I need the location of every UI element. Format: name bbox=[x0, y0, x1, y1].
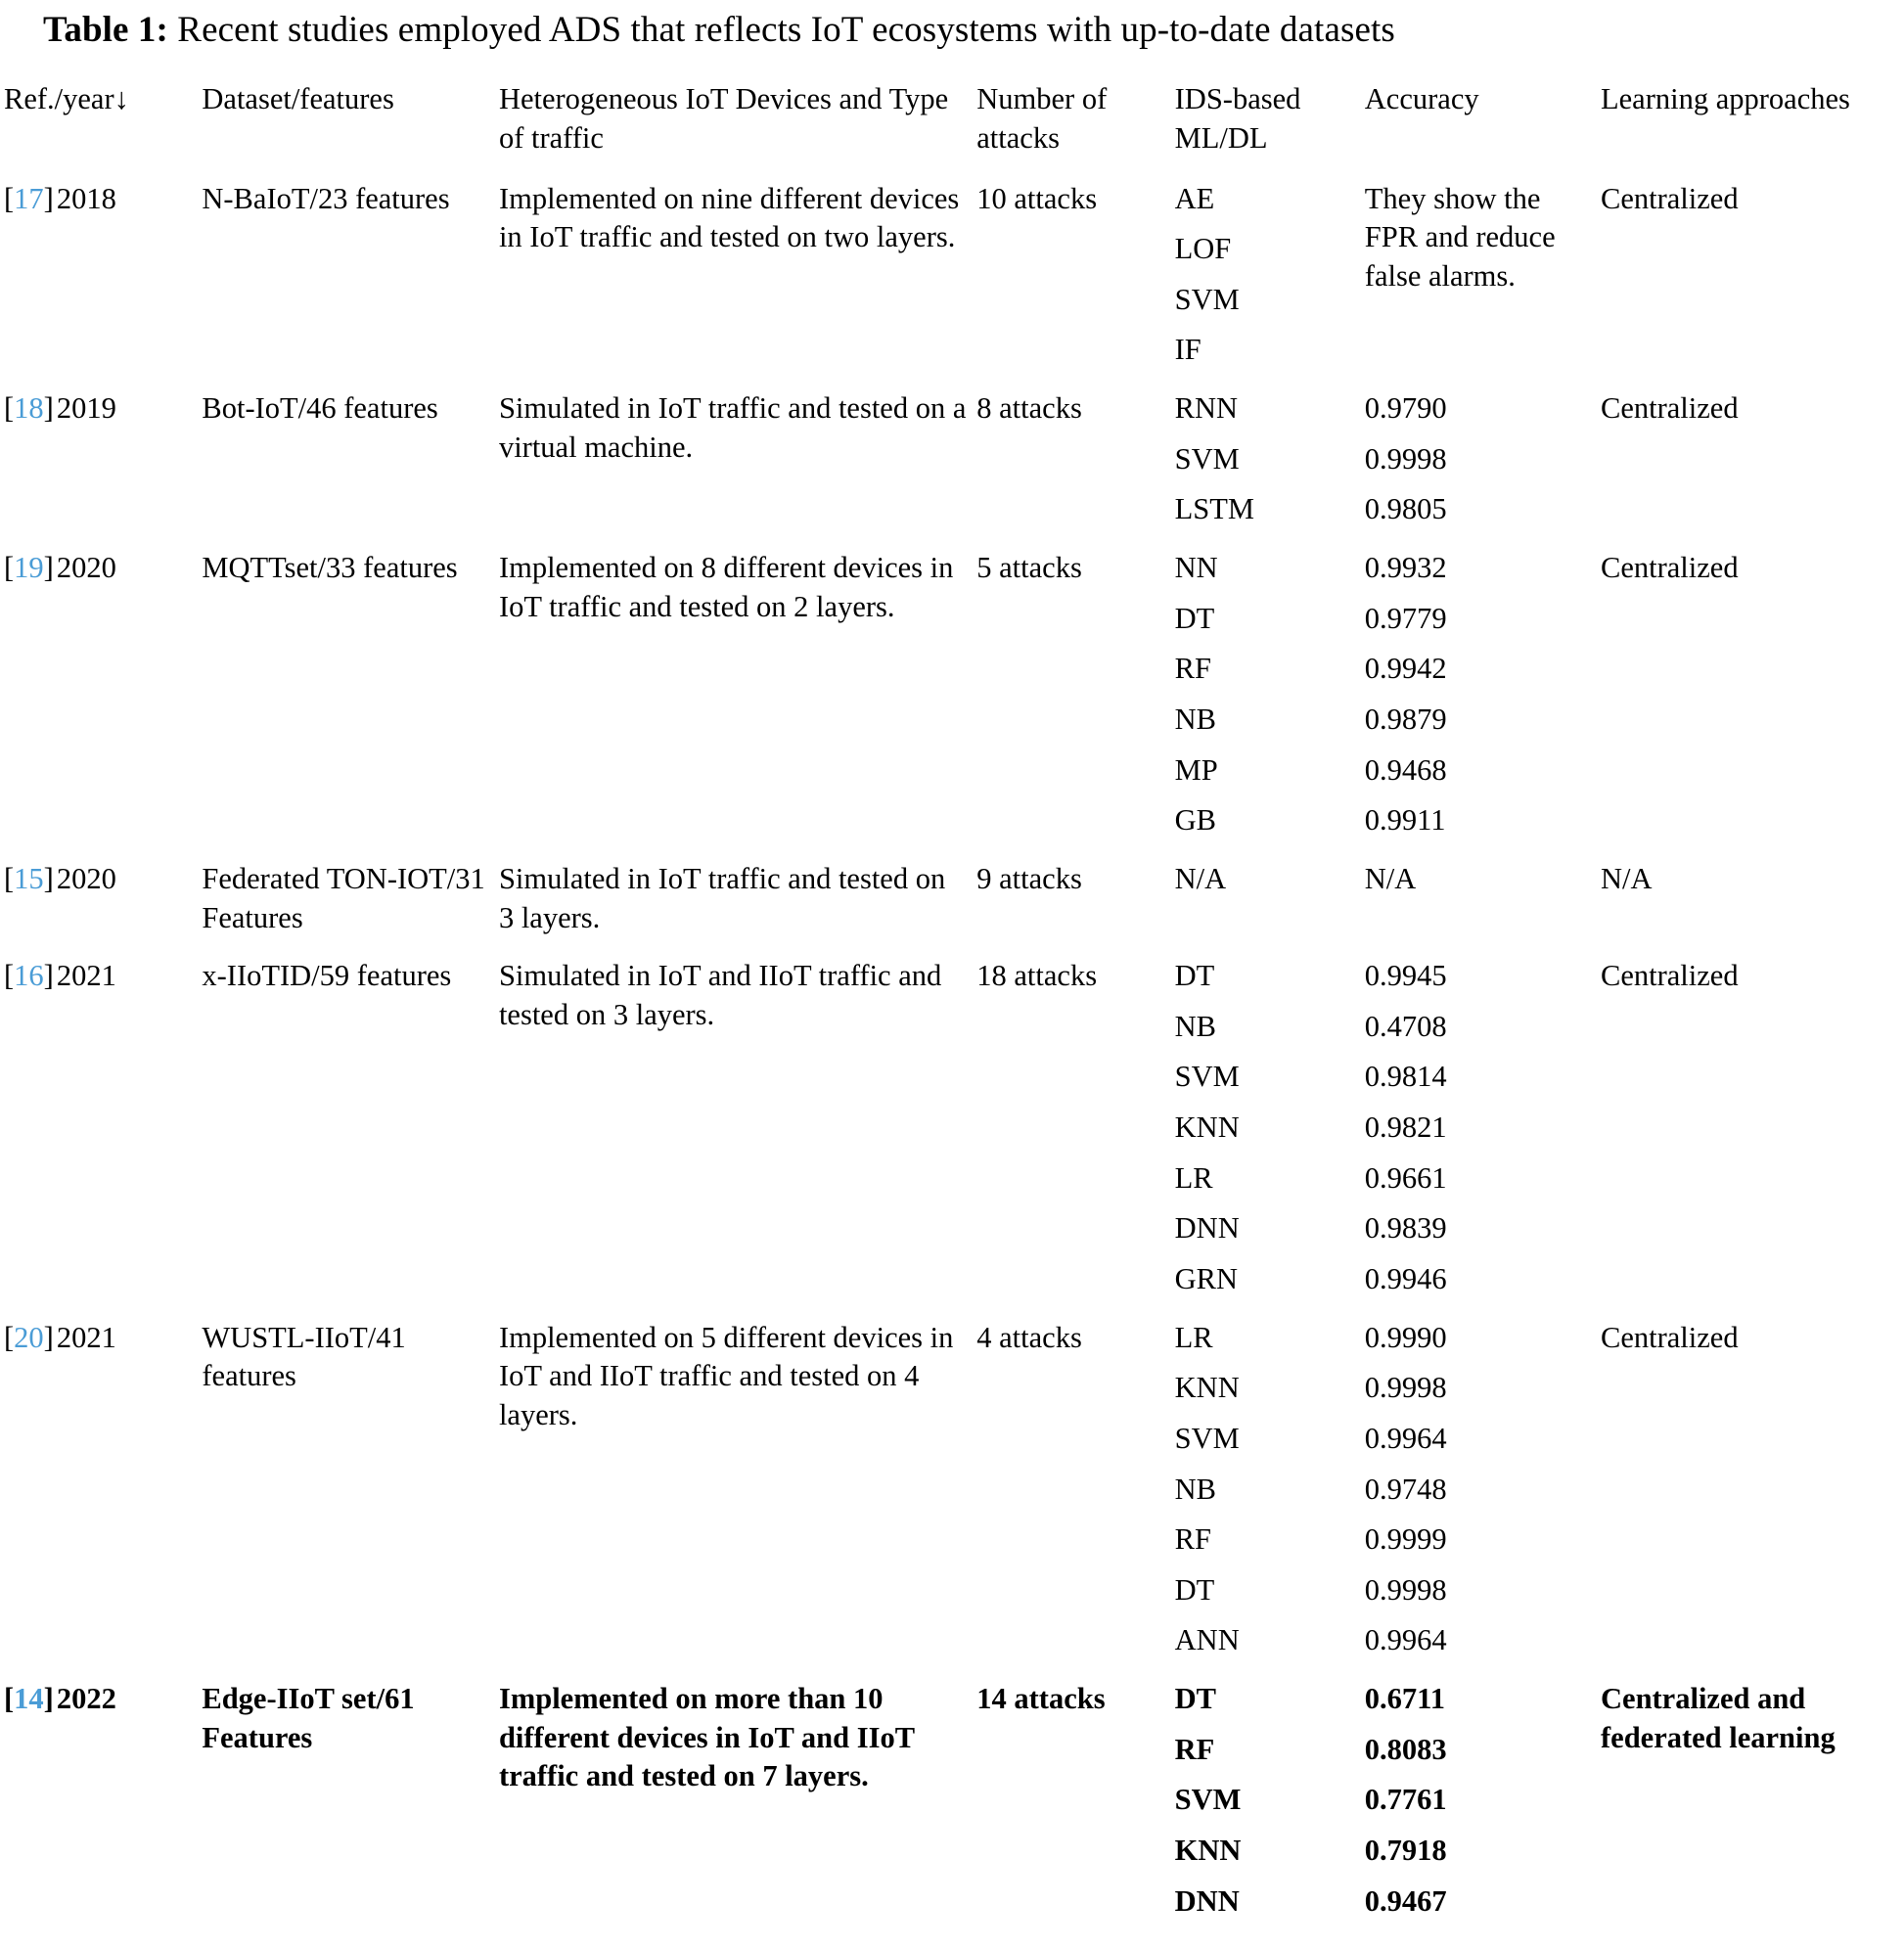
column-header-ref-year: Ref./year↓ bbox=[4, 82, 129, 116]
citation-link[interactable]: [20] bbox=[4, 1320, 54, 1354]
table-row bbox=[4, 382, 1900, 541]
cell-devices: Simulated in IoT traffic and tested on a virtual machine. bbox=[498, 391, 967, 464]
column-header-devices: Heterogeneous IoT Devices and Type of traffic bbox=[498, 82, 949, 155]
model-name: RNN bbox=[1174, 391, 1239, 426]
header-row bbox=[4, 68, 1900, 171]
publication-year: 2020 bbox=[56, 861, 116, 895]
cell-accuracy bbox=[1365, 852, 1601, 949]
cell-ref-year bbox=[4, 541, 202, 852]
accuracy-value: 0.9942 bbox=[1364, 652, 1447, 686]
comparison-table bbox=[4, 68, 1900, 1932]
publication-year: 2020 bbox=[56, 551, 116, 585]
citation-link[interactable]: [14] bbox=[4, 1682, 54, 1716]
cell-ref-year bbox=[4, 852, 202, 949]
accuracy-value: 0.7918 bbox=[1364, 1834, 1447, 1868]
accuracy-value: 0.9911 bbox=[1364, 803, 1446, 838]
cell-accuracy bbox=[1365, 382, 1601, 541]
cell-accuracy bbox=[1365, 541, 1601, 852]
cell-ids-models bbox=[1175, 1672, 1365, 1932]
accuracy-value: 0.7761 bbox=[1364, 1783, 1447, 1817]
accuracy-value: 0.9998 bbox=[1364, 1371, 1447, 1405]
table-header bbox=[4, 68, 1900, 171]
cell-accuracy bbox=[1365, 949, 1601, 1310]
cell-dataset: WUSTL-IIoT/41 features bbox=[202, 1320, 406, 1393]
cell-devices: Simulated in IoT and IIoT traffic and tested on 3 layers. bbox=[498, 959, 942, 1031]
table-row bbox=[4, 541, 1900, 852]
model-name: DNN bbox=[1174, 1211, 1240, 1246]
cell-ids-models bbox=[1175, 382, 1365, 541]
accuracy-value: 0.9964 bbox=[1364, 1623, 1447, 1657]
cell-ids-models bbox=[1175, 949, 1365, 1310]
accuracy-value: 0.9946 bbox=[1364, 1261, 1447, 1295]
cell-ids-models bbox=[1175, 172, 1365, 383]
cell-accuracy: They show the FPR and reduce false alarms. bbox=[1364, 181, 1556, 293]
accuracy-value: 0.9748 bbox=[1364, 1472, 1447, 1506]
model-name: SVM bbox=[1174, 282, 1240, 316]
cell-learning: N/A bbox=[1601, 861, 1653, 895]
cell-accuracy bbox=[1365, 1311, 1601, 1672]
model-name: LOF bbox=[1174, 232, 1232, 266]
column-header-dataset: Dataset/features bbox=[202, 82, 394, 116]
cell-learning: Centralized bbox=[1601, 551, 1739, 585]
caption-text: Recent studies employed ADS that reflects IoT ecosystems with up-to-date datasets bbox=[177, 10, 1395, 50]
model-name: RF bbox=[1174, 652, 1211, 686]
model-name: DT bbox=[1174, 601, 1215, 635]
accuracy-value: 0.9661 bbox=[1364, 1160, 1447, 1195]
model-name: DT bbox=[1174, 959, 1215, 993]
cell-ids-models bbox=[1175, 541, 1365, 852]
accuracy-value: 0.9814 bbox=[1364, 1060, 1447, 1094]
citation-link[interactable]: [18] bbox=[4, 391, 54, 426]
accuracy-value: 0.9805 bbox=[1364, 492, 1447, 526]
cell-ref-year bbox=[4, 1311, 202, 1672]
cell-ids-models bbox=[1175, 852, 1365, 949]
accuracy-value: 0.9932 bbox=[1364, 551, 1447, 585]
cell-learning: Centralized bbox=[1601, 391, 1739, 426]
model-name: SVM bbox=[1174, 1421, 1240, 1455]
accuracy-value: 0.8083 bbox=[1364, 1732, 1447, 1766]
model-name: RF bbox=[1174, 1522, 1211, 1557]
model-name: KNN bbox=[1174, 1371, 1240, 1405]
cell-devices: Implemented on 5 different devices in IoT and IIoT traffic and tested on 4 layers. bbox=[498, 1320, 954, 1431]
model-name: AE bbox=[1174, 181, 1215, 215]
cell-dataset: Federated TON-IOT/31 Features bbox=[202, 861, 485, 934]
model-name: NB bbox=[1174, 1472, 1217, 1506]
table-row bbox=[4, 852, 1900, 949]
model-name: MP bbox=[1174, 752, 1218, 787]
accuracy-value: 0.9467 bbox=[1364, 1883, 1447, 1918]
cell-dataset: MQTTset/33 features bbox=[202, 551, 458, 585]
cell-learning: Centralized bbox=[1601, 959, 1739, 993]
accuracy-value: 0.9779 bbox=[1364, 601, 1447, 635]
model-name: GRN bbox=[1174, 1261, 1239, 1295]
citation-number: 14 bbox=[14, 1682, 44, 1716]
accuracy-value: 0.9990 bbox=[1364, 1320, 1447, 1354]
publication-year: 2021 bbox=[56, 959, 116, 993]
accuracy-value: 0.9839 bbox=[1364, 1211, 1447, 1246]
cell-dataset: Edge-IIoT set/61 Features bbox=[202, 1682, 415, 1754]
accuracy-value: 0.6711 bbox=[1364, 1682, 1445, 1716]
cell-num-attacks: 5 attacks bbox=[976, 551, 1082, 585]
model-name: NB bbox=[1174, 1009, 1217, 1043]
citation-link[interactable]: [16] bbox=[4, 959, 54, 993]
citation-number: 15 bbox=[14, 861, 44, 895]
model-name: SVM bbox=[1174, 1060, 1240, 1094]
citation-number: 16 bbox=[14, 959, 44, 993]
citation-link[interactable]: [15] bbox=[4, 861, 54, 895]
cell-devices: Implemented on more than 10 different devices in IoT and IIoT traffic and tested on 7 layers. bbox=[498, 1682, 915, 1793]
model-name: DT bbox=[1174, 1682, 1217, 1716]
cell-ref-year bbox=[4, 949, 202, 1310]
model-name: SVM bbox=[1174, 1783, 1242, 1817]
table-body bbox=[4, 172, 1900, 1933]
citation-number: 20 bbox=[14, 1320, 44, 1354]
publication-year: 2019 bbox=[56, 391, 116, 426]
citation-link[interactable]: [17] bbox=[4, 181, 54, 215]
table-row bbox=[4, 1311, 1900, 1672]
cell-num-attacks: 18 attacks bbox=[976, 959, 1098, 993]
column-header-accuracy: Accuracy bbox=[1364, 82, 1479, 116]
cell-num-attacks: 4 attacks bbox=[976, 1320, 1082, 1354]
model-name: KNN bbox=[1174, 1834, 1242, 1868]
accuracy-value: 0.4708 bbox=[1364, 1009, 1447, 1043]
cell-learning: Centralized and federated learning bbox=[1601, 1682, 1836, 1754]
accuracy-value: 0.9821 bbox=[1364, 1110, 1447, 1145]
cell-learning: Centralized bbox=[1601, 181, 1739, 215]
column-header-num-attacks: Number of attacks bbox=[976, 82, 1108, 155]
cell-dataset: N-BaIoT/23 features bbox=[202, 181, 450, 215]
citation-number: 17 bbox=[14, 181, 44, 215]
accuracy-value: 0.9998 bbox=[1364, 1572, 1447, 1607]
table-row bbox=[4, 1672, 1900, 1932]
cell-accuracy bbox=[1365, 1672, 1601, 1932]
publication-year: 2021 bbox=[56, 1320, 116, 1354]
cell-devices: Simulated in IoT traffic and tested on 3 layers. bbox=[498, 861, 946, 934]
cell-ids-models bbox=[1175, 1311, 1365, 1672]
accuracy-value: 0.9945 bbox=[1364, 959, 1447, 993]
column-header-ids-model: IDS-based ML/DL bbox=[1174, 82, 1301, 155]
cell-num-attacks: 10 attacks bbox=[976, 181, 1098, 215]
citation-number: 19 bbox=[14, 551, 44, 585]
publication-year: 2018 bbox=[56, 181, 116, 215]
model-name: LR bbox=[1174, 1320, 1213, 1354]
model-name: ANN bbox=[1174, 1623, 1240, 1657]
column-header-learning: Learning approaches bbox=[1601, 82, 1850, 116]
model-name: RF bbox=[1174, 1732, 1215, 1766]
accuracy-value: 0.9998 bbox=[1364, 441, 1447, 476]
model-name: NB bbox=[1174, 702, 1217, 736]
model-name: NN bbox=[1174, 551, 1218, 585]
cell-ref-year bbox=[4, 382, 202, 541]
cell-ref-year bbox=[4, 172, 202, 383]
model-name: N/A bbox=[1174, 861, 1227, 895]
accuracy-value: 0.9468 bbox=[1364, 752, 1447, 787]
cell-devices: Implemented on nine different devices in IoT traffic and tested on two layers. bbox=[498, 181, 960, 254]
model-name: SVM bbox=[1174, 441, 1240, 476]
accuracy-value: 0.9790 bbox=[1364, 391, 1447, 426]
cell-dataset: x-IIoTID/59 features bbox=[202, 959, 452, 993]
model-name: GB bbox=[1174, 803, 1217, 838]
table-row bbox=[4, 172, 1900, 383]
accuracy-value: 0.9999 bbox=[1364, 1522, 1447, 1557]
table-caption bbox=[4, 0, 1900, 68]
model-name: IF bbox=[1174, 333, 1201, 367]
cell-num-attacks: 14 attacks bbox=[976, 1682, 1106, 1716]
cell-dataset: Bot-IoT/46 features bbox=[202, 391, 438, 426]
cell-ref-year bbox=[4, 1672, 202, 1932]
model-name: DNN bbox=[1174, 1883, 1240, 1918]
accuracy-value: 0.9879 bbox=[1364, 702, 1447, 736]
publication-year: 2022 bbox=[56, 1682, 116, 1716]
cell-devices: Implemented on 8 different devices in IoT traffic and tested on 2 layers. bbox=[498, 551, 954, 623]
citation-link[interactable]: [19] bbox=[4, 551, 54, 585]
cell-num-attacks: 8 attacks bbox=[976, 391, 1082, 426]
table-row bbox=[4, 949, 1900, 1310]
cell-learning: Centralized bbox=[1601, 1320, 1739, 1354]
model-name: KNN bbox=[1174, 1110, 1240, 1145]
model-name: LSTM bbox=[1174, 492, 1254, 526]
accuracy-value: 0.9964 bbox=[1364, 1421, 1447, 1455]
model-name: LR bbox=[1174, 1160, 1213, 1195]
citation-number: 18 bbox=[14, 391, 44, 426]
cell-num-attacks: 9 attacks bbox=[976, 861, 1082, 895]
accuracy-value: N/A bbox=[1364, 861, 1417, 895]
caption-label: Table 1: bbox=[43, 10, 168, 50]
model-name: DT bbox=[1174, 1572, 1215, 1607]
